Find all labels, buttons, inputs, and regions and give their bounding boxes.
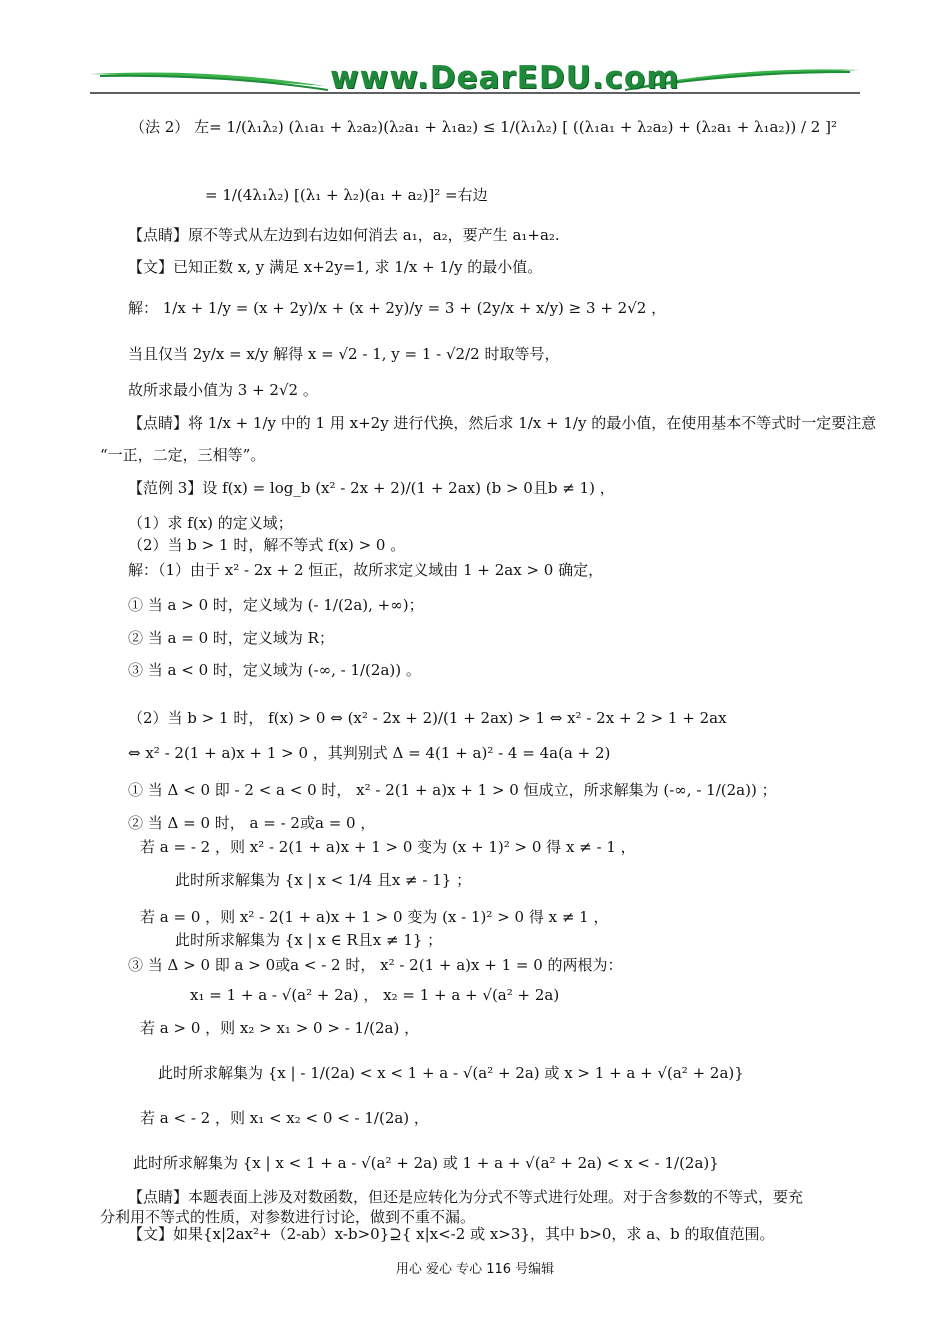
- case-a-negative: ③ 当 a < 0 时，定义域为 (-∞, - 1/(2a)) 。: [128, 661, 421, 679]
- remark-3-line1: 【点睛】本题表面上涉及对数函数，但还是应转化为分式不等式进行处理。对于含参数的不等式，要充: [128, 1188, 804, 1206]
- remark-2-line2: “一正，二定，三相等”。: [100, 446, 266, 464]
- subcase-a-positive: 若 a > 0 ，则 x₂ > x₁ > 0 > - 1/(2a) ，: [140, 1019, 420, 1037]
- case-a-positive: ① 当 a > 0 时，定义域为 (- 1/(2a), +∞)；: [128, 596, 424, 614]
- remark-1: 【点睛】原不等式从左边到右边如何消去 a₁，a₂，要产生 a₁+a₂.: [128, 226, 560, 244]
- delta-positive-case: ③ 当 Δ > 0 即 a > 0或a < - 2 时， x² - 2(1 + a)x + 1 = 0 的两根为：: [128, 956, 623, 974]
- question-1: （1）求 f(x) 的定义域；: [128, 514, 293, 532]
- page-footer: 用心 爱心 专心 116 号编辑: [395, 1262, 555, 1277]
- solution-part2-line2: ⇔ x² - 2(1 + a)x + 1 > 0 ，其判别式 Δ = 4(1 + a)² - 4 = 4a(a + 2): [128, 744, 611, 762]
- method2-line1: （法 2） 左= 1/(λ₁λ₂) (λ₁a₁ + λ₂a₂)(λ₂a₁ + λ₁a₂) ≤ 1/(λ₁λ₂) [ ((λ₁a₁ + λ₂a₂) + (λ₂a₁ + λ₁a₂)) / 2 ]²: [130, 118, 837, 136]
- question-2: （2）当 b > 1 时，解不等式 f(x) > 0 。: [128, 536, 406, 554]
- solution-1-line1: 解： 1/x + 1/y = (x + 2y)/x + (x + 2y)/y = 3 + (2y/x + x/y) ≥ 3 + 2√2 ，: [128, 299, 667, 317]
- roots-line: x₁ = 1 + a - √(a² + 2a) ， x₂ = 1 + a + √(a² + 2a): [190, 986, 560, 1004]
- solution-set-a-less-minus2: 此时所求解集为 {x | x < 1 + a - √(a² + 2a) 或 1 + a + √(a² + 2a) < x < - 1/(2a)}: [133, 1154, 719, 1172]
- solution-part1-intro: 解：（1）由于 x² - 2x + 2 恒正，故所求定义域由 1 + 2ax > 0 确定，: [128, 561, 604, 579]
- exercise-2: 【文】如果{x|2ax²+（2-ab）x-b>0}⊇{ x|x<-2 或 x>3}，其中 b>0，求 a、b 的取值范围。: [128, 1225, 775, 1243]
- subcase-a-less-minus2: 若 a < - 2 ，则 x₁ < x₂ < 0 < - 1/(2a) ，: [140, 1109, 429, 1127]
- solution-set-a-minus2: 此时所求解集为 {x | x < 1/4 且x ≠ - 1} ；: [175, 871, 472, 889]
- case-a-zero: ② 当 a = 0 时，定义域为 R；: [128, 629, 334, 647]
- subcase-a-minus2: 若 a = - 2 ，则 x² - 2(1 + a)x + 1 > 0 变为 (x + 1)² > 0 得 x ≠ - 1 ，: [140, 838, 636, 856]
- solution-set-a-positive: 此时所求解集为 {x | - 1/(2a) < x < 1 + a - √(a² + 2a) 或 x > 1 + a + √(a² + 2a)}: [158, 1064, 744, 1082]
- solution-set-a-zero: 此时所求解集为 {x | x ∈ R且x ≠ 1} ；: [175, 931, 443, 949]
- method2-line2: = 1/(4λ₁λ₂) [(λ₁ + λ₂)(a₁ + a₂)]² =右边: [205, 186, 488, 204]
- solution-part2-line1: （2）当 b > 1 时， f(x) > 0 ⇔ (x² - 2x + 2)/(1 + 2ax) > 1 ⇔ x² - 2x + 2 > 1 + 2ax: [128, 709, 727, 727]
- solution-1-line2: 当且仅当 2y/x = x/y 解得 x = √2 - 1, y = 1 - √2/2 时取等号，: [128, 345, 560, 363]
- example-3-statement: 【范例 3】设 f(x) = log_b (x² - 2x + 2)/(1 + 2ax) (b > 0且b ≠ 1) ，: [128, 479, 615, 497]
- site-brand: www.DearEDU.com: [330, 60, 680, 96]
- remark-2-line1: 【点睛】将 1/x + 1/y 中的 1 用 x+2y 进行代换，然后求 1/x + 1/y 的最小值，在使用基本不等式时一定要注意: [128, 414, 877, 432]
- delta-zero-case: ② 当 Δ = 0 时， a = - 2或a = 0 ，: [128, 814, 376, 832]
- exercise-1: 【文】已知正数 x, y 满足 x+2y=1, 求 1/x + 1/y 的最小值。: [128, 258, 543, 276]
- subcase-a-zero: 若 a = 0 ，则 x² - 2(1 + a)x + 1 > 0 变为 (x - 1)² > 0 得 x ≠ 1 ，: [140, 908, 609, 926]
- remark-3-line2: 分利用不等式的性质，对参数进行讨论，做到不重不漏。: [100, 1208, 476, 1226]
- solution-1-line3: 故所求最小值为 3 + 2√2 。: [128, 381, 318, 399]
- delta-negative-case: ① 当 Δ < 0 即 - 2 < a < 0 时， x² - 2(1 + a)x + 1 > 0 恒成立，所求解集为 (-∞, - 1/(2a)) ；: [128, 781, 777, 799]
